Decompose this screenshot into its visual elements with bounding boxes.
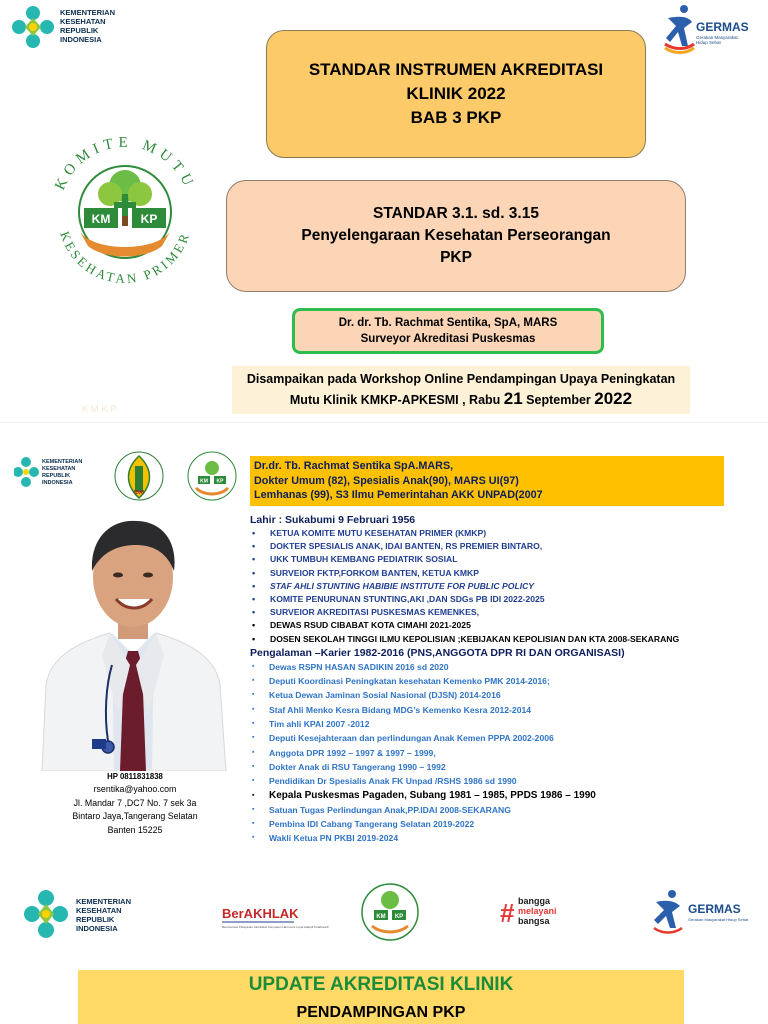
roles-list [250, 527, 760, 646]
footer-kemenkes-4: INDONESIA [76, 924, 118, 933]
role-item: • SURVEIOR AKREDITASI PUSKESMAS KEMENKES, [250, 606, 760, 619]
workshop-year: 2022 [594, 388, 633, 408]
berakhlak-sub: Berorientasi Pelayanan Akuntabel Kompeten Harmonis Loyal Adaptif Kolaboratif [222, 925, 329, 929]
kmkp-arc-top: KOMITE MUTU [52, 134, 198, 193]
role-item: • KOMITE PENURUNAN STUNTING,AKI ,DAN SDGs PB IDI 2022-2025 [250, 593, 760, 606]
bangga-word-3: bangsa [518, 916, 550, 926]
experience-item: ▪ Ketua Dewan Jaminan Sosial Nasional (DJSN) 2014-2016 [250, 688, 760, 702]
kmkp-ghost-text: KMKP [82, 404, 120, 414]
workshop-month: September [522, 392, 595, 407]
bio-header-line-3: Lemhanas (99), S3 Ilmu Pemerintahan AKK UNPAD(2007 [254, 489, 543, 501]
experience-item: ▪ Tim ahli KPAI 2007 -2012 [250, 717, 760, 731]
portrait-icon [32, 515, 234, 771]
bangga-word-1: bangga [518, 896, 551, 906]
role-item: • SURVEIOR FKTP,FORKOM BANTEN, KETUA KMKP [250, 567, 760, 580]
kemenkes-emblem-icon [10, 4, 56, 50]
title-line-3: BAB 3 PKP [410, 108, 502, 127]
experience-item: ▪ Dokter Anak di RSU Tangerang 1990 – 1992 [250, 760, 760, 774]
slide-divider [0, 422, 768, 423]
kmkp-kp-text: KP [140, 212, 158, 226]
bio-kemenkes-text-2: KESEHATAN [42, 466, 76, 472]
experience-item: ▪ Pendidikan Dr Spesialis Anak FK Unpad /RSHS 1986 sd 1990 [250, 774, 760, 788]
contact-block [30, 771, 240, 837]
standar-line-1: STANDAR 3.1. sd. 3.15 [373, 205, 539, 222]
role-item: • STAF AHLI STUNTING HABIBIE INSTITUTE FOR PUBLIC POLICY [250, 580, 760, 593]
role-item: • UKK TUMBUH KEMBANG PEDIATRIK SOSIAL [250, 553, 760, 566]
kmkp-logo [40, 124, 210, 294]
contact-email: rsentika@yahoo.com [93, 784, 177, 794]
bangga-hash-icon: # [500, 898, 515, 928]
bangga-word-2: melayani [518, 906, 557, 916]
footer-logos-icon [0, 868, 768, 958]
bio-header-line-2: Dokter Umum (82), Spesialis Anak(90), MARS UI(97) [254, 474, 519, 487]
contact-address-2: Bintaro Jaya,Tangerang Selatan [72, 811, 198, 821]
bio-kemenkes-text-1: KEMENTERIAN [42, 459, 83, 465]
experience-item: ▪ Satuan Tugas Perlindungan Anak,PP.IDAI 2008-SEKARANG [250, 803, 760, 817]
bio-details [250, 513, 760, 846]
workshop-box [232, 366, 690, 414]
title-line-1: STANDAR INSTRUMEN AKREDITASI [308, 60, 604, 79]
bio-kemenkes-text-4: INDONESIA [42, 480, 73, 486]
workshop-line-2 [290, 388, 632, 411]
banner-subtitle: PENDAMPINGAN PKP [296, 1004, 466, 1021]
kemenkes-logo-text: KEMENTERIAN KESEHATAN REPUBLIK INDONESIA [60, 8, 116, 44]
standar-line-3: PKP [440, 249, 472, 266]
footer-kmkp-kp: KP [394, 914, 404, 920]
career-heading: Pengalaman –Karier 1982-2016 (PNS,ANGGOTA DPR RI DAN ORGANISASI) [250, 646, 625, 659]
title-box [266, 30, 646, 158]
kmkp-arc-bottom: KESEHATAN PRIMER [57, 229, 193, 287]
workshop-day: 21 [503, 388, 523, 408]
germas-figure-icon [662, 2, 698, 54]
workshop-line-2-pre: Mutu Klinik KMKP-APKESMI , Rabu [289, 392, 504, 407]
experience-item: ▪ Kepala Puskesmas Pagaden, Subang 1981 – 1985, PPDS 1986 – 1990 [250, 789, 760, 803]
contact-address-1: Jl. Mandar 7 ,DC7 No. 7 sek 3a [73, 797, 197, 808]
experience-list [250, 660, 760, 846]
role-item: • KETUA KOMITE MUTU KESEHATAN PRIMER (KMKP) [250, 527, 760, 540]
experience-item: ▪ Deputi Kesejahteraan dan perlindungan Anak Kemen PPPA 2002-2006 [250, 731, 760, 745]
update-banner [78, 970, 684, 1024]
experience-item: ▪ Pembina IDI Cabang Tangerang Selatan 2019-2022 [250, 817, 760, 831]
experience-item: ▪ Staf Ahli Menko Kesra Bidang MDG’s Kemenko Kesra 2012-2014 [250, 703, 760, 717]
workshop-line-1: Disampaikan pada Workshop Online Pendampingan Upaya Peningkatan [246, 371, 676, 386]
role-item: • DOKTER SPESIALIS ANAK, IDAI BANTEN, RS PREMIER BINTARO, [250, 540, 760, 553]
germas-logo-text: GERMAS [696, 20, 749, 34]
experience-item: ▪ Wakli Ketua PN PKBI 2019-2024 [250, 831, 760, 845]
germas-logo [662, 2, 758, 54]
footer-kemenkes-2: KESEHATAN [76, 906, 122, 915]
author-box [292, 308, 604, 354]
footer-kemenkes-1: KEMENTERIAN [76, 897, 132, 906]
title-line-2: KLINIK 2022 [406, 84, 506, 103]
contact-phone: HP 0811831838 [107, 772, 163, 781]
experience-item: ▪ Anggota DPR 1992 – 1997 & 1997 – 1999, [250, 746, 760, 760]
kemenkes-logo [10, 4, 140, 52]
experience-item: ▪ Deputi Koordinasi Peningkatan kesehatan Kemenko PMK 2014-2016; [250, 674, 760, 688]
profile-photo [32, 515, 234, 771]
footer-kmkp-km: KM [376, 914, 386, 920]
bio-kemenkes-text-3: REPUBLIK [42, 473, 71, 479]
author-role: Surveyor Akreditasi Puskesmas [360, 333, 536, 345]
footer-logo-row [0, 868, 768, 958]
bio-kmkp-km: KM [200, 478, 208, 485]
role-item: • DEWAS RSUD CIBABAT KOTA CIMAHI 2021-2025 [250, 619, 760, 632]
contact-address-3: Banten 15225 [107, 824, 163, 835]
kmkp-emblem-icon [40, 124, 210, 294]
bio-kmkp-kp: KP [216, 478, 224, 485]
bio-logo-row [14, 448, 244, 508]
germas-logo-sub: Gerakan Masyarakat Hidup Sehat [696, 35, 738, 45]
berakhlak-logo-text: BerAKHLAK [222, 906, 299, 921]
experience-item: ▪ Dewas RSPN HASAN SADIKIN 2016 sd 2020 [250, 660, 760, 674]
footer-germas-text: GERMAS [688, 902, 741, 916]
kmkp-km-text: KM [91, 212, 111, 226]
banner-title: UPDATE AKREDITASI KLINIK [248, 974, 514, 995]
footer-kemenkes-3: REPUBLIK [76, 915, 115, 924]
bio-logos-icon [14, 448, 244, 508]
birth-info: Lahir : Sukabumi 9 Februari 1956 [250, 514, 416, 526]
standar-box [226, 180, 686, 292]
bio-header [250, 456, 724, 506]
role-item: • DOSEN SEKOLAH TINGGI ILMU KEPOLISIAN ;KEBIJAKAN KEPOLISIAN DAN KTA 2008-SEKARANG [250, 633, 760, 646]
bio-header-line-1: Dr.dr. Tb. Rachmat Sentika SpA.MARS, [254, 460, 454, 472]
footer-germas-sub: Gerakan Masyarakat Hidup Sehat [688, 917, 749, 922]
idai-badge-text: IDAI [134, 490, 144, 496]
author-name: Dr. dr. Tb. Rachmat Sentika, SpA, MARS [338, 317, 558, 329]
standar-line-2: Penyelengaraan Kesehatan Perseorangan [301, 227, 611, 244]
